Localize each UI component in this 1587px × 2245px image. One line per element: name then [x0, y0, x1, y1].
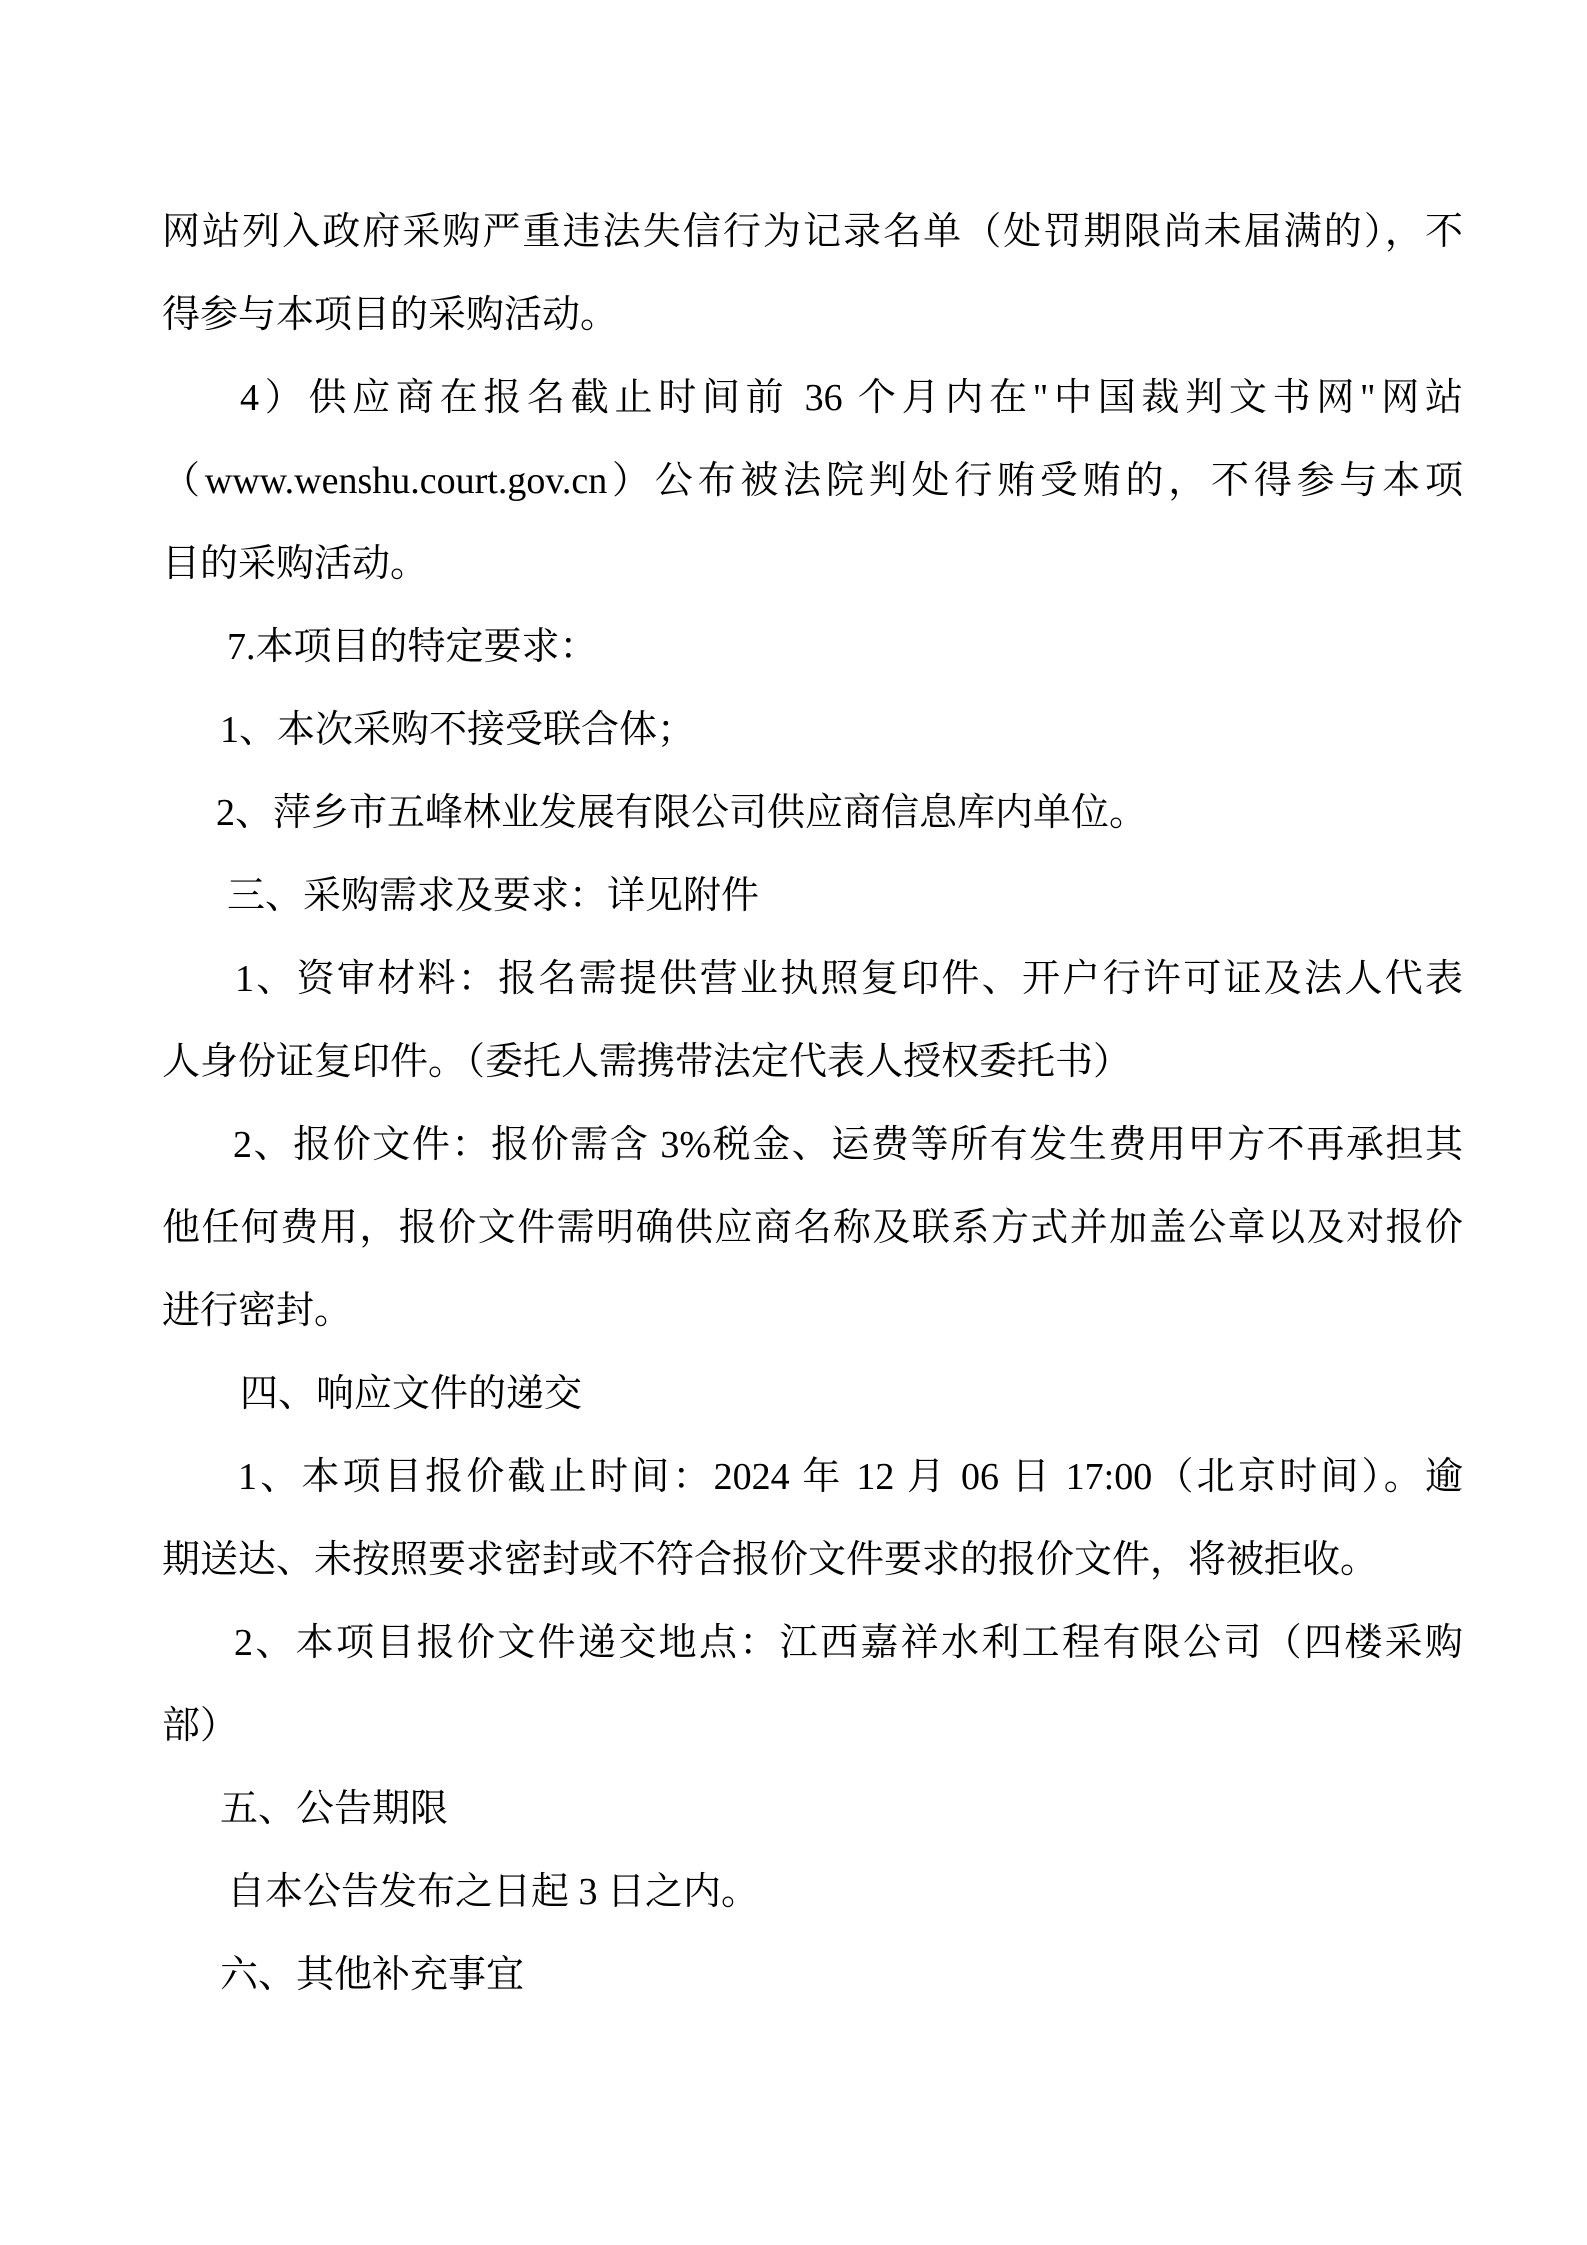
- text-line: 三、采购需求及要求：详见附件: [227, 875, 760, 917]
- text-line: 1、本项目报价截止时间：2024 年 12 月 06 日 17:00（北京时间）。逾: [238, 1456, 1463, 1498]
- text-line: 进行密封。: [162, 1290, 353, 1332]
- text-line: 四、响应文件的递交: [240, 1373, 583, 1415]
- document-body: [162, 191, 1463, 2017]
- text-line: 目的采购活动。: [162, 543, 429, 585]
- text-line: （www.wenshu.court.gov.cn）公布被法院判处行贿受贿的，不得参与本项: [162, 460, 1463, 502]
- text-line: 他任何费用，报价文件需明确供应商名称及联系方式并加盖公章以及对报价: [162, 1207, 1463, 1249]
- text-line: 2、报价文件：报价需含 3%税金、运费等所有发生费用甲方不再承担其: [233, 1124, 1463, 1166]
- text-line: 部）: [162, 1705, 239, 1747]
- text-line: 自本公告发布之日起 3 日之内。: [227, 1871, 760, 1913]
- text-line: 1、本次采购不接受联合体；: [220, 709, 696, 751]
- text-line: 五、公告期限: [220, 1788, 449, 1830]
- text-line: 1、资审材料：报名需提供营业执照复印件、开户行许可证及法人代表: [235, 958, 1463, 1000]
- text-line: 4）供应商在报名截止时间前 36 个月内在"中国裁判文书网"网站: [240, 377, 1463, 419]
- text-line: 六、其他补充事宜: [220, 1954, 525, 1996]
- text-line: 2、本项目报价文件递交地点：江西嘉祥水利工程有限公司（四楼采购: [234, 1622, 1463, 1664]
- text-line: 得参与本项目的采购活动。: [162, 294, 619, 336]
- text-line: 7.本项目的特定要求：: [227, 626, 598, 668]
- text-line: 2、萍乡市五峰林业发展有限公司供应商信息库内单位。: [216, 792, 1148, 834]
- text-line: 网站列入政府采购严重违法失信行为记录名单（处罚期限尚未届满的），不: [162, 211, 1463, 253]
- text-line: 期送达、未按照要求密封或不符合报价文件要求的报价文件，将被拒收。: [162, 1539, 1379, 1581]
- text-line: 人身份证复印件。（委托人需携带法定代表人授权委托书）: [162, 1041, 1132, 1083]
